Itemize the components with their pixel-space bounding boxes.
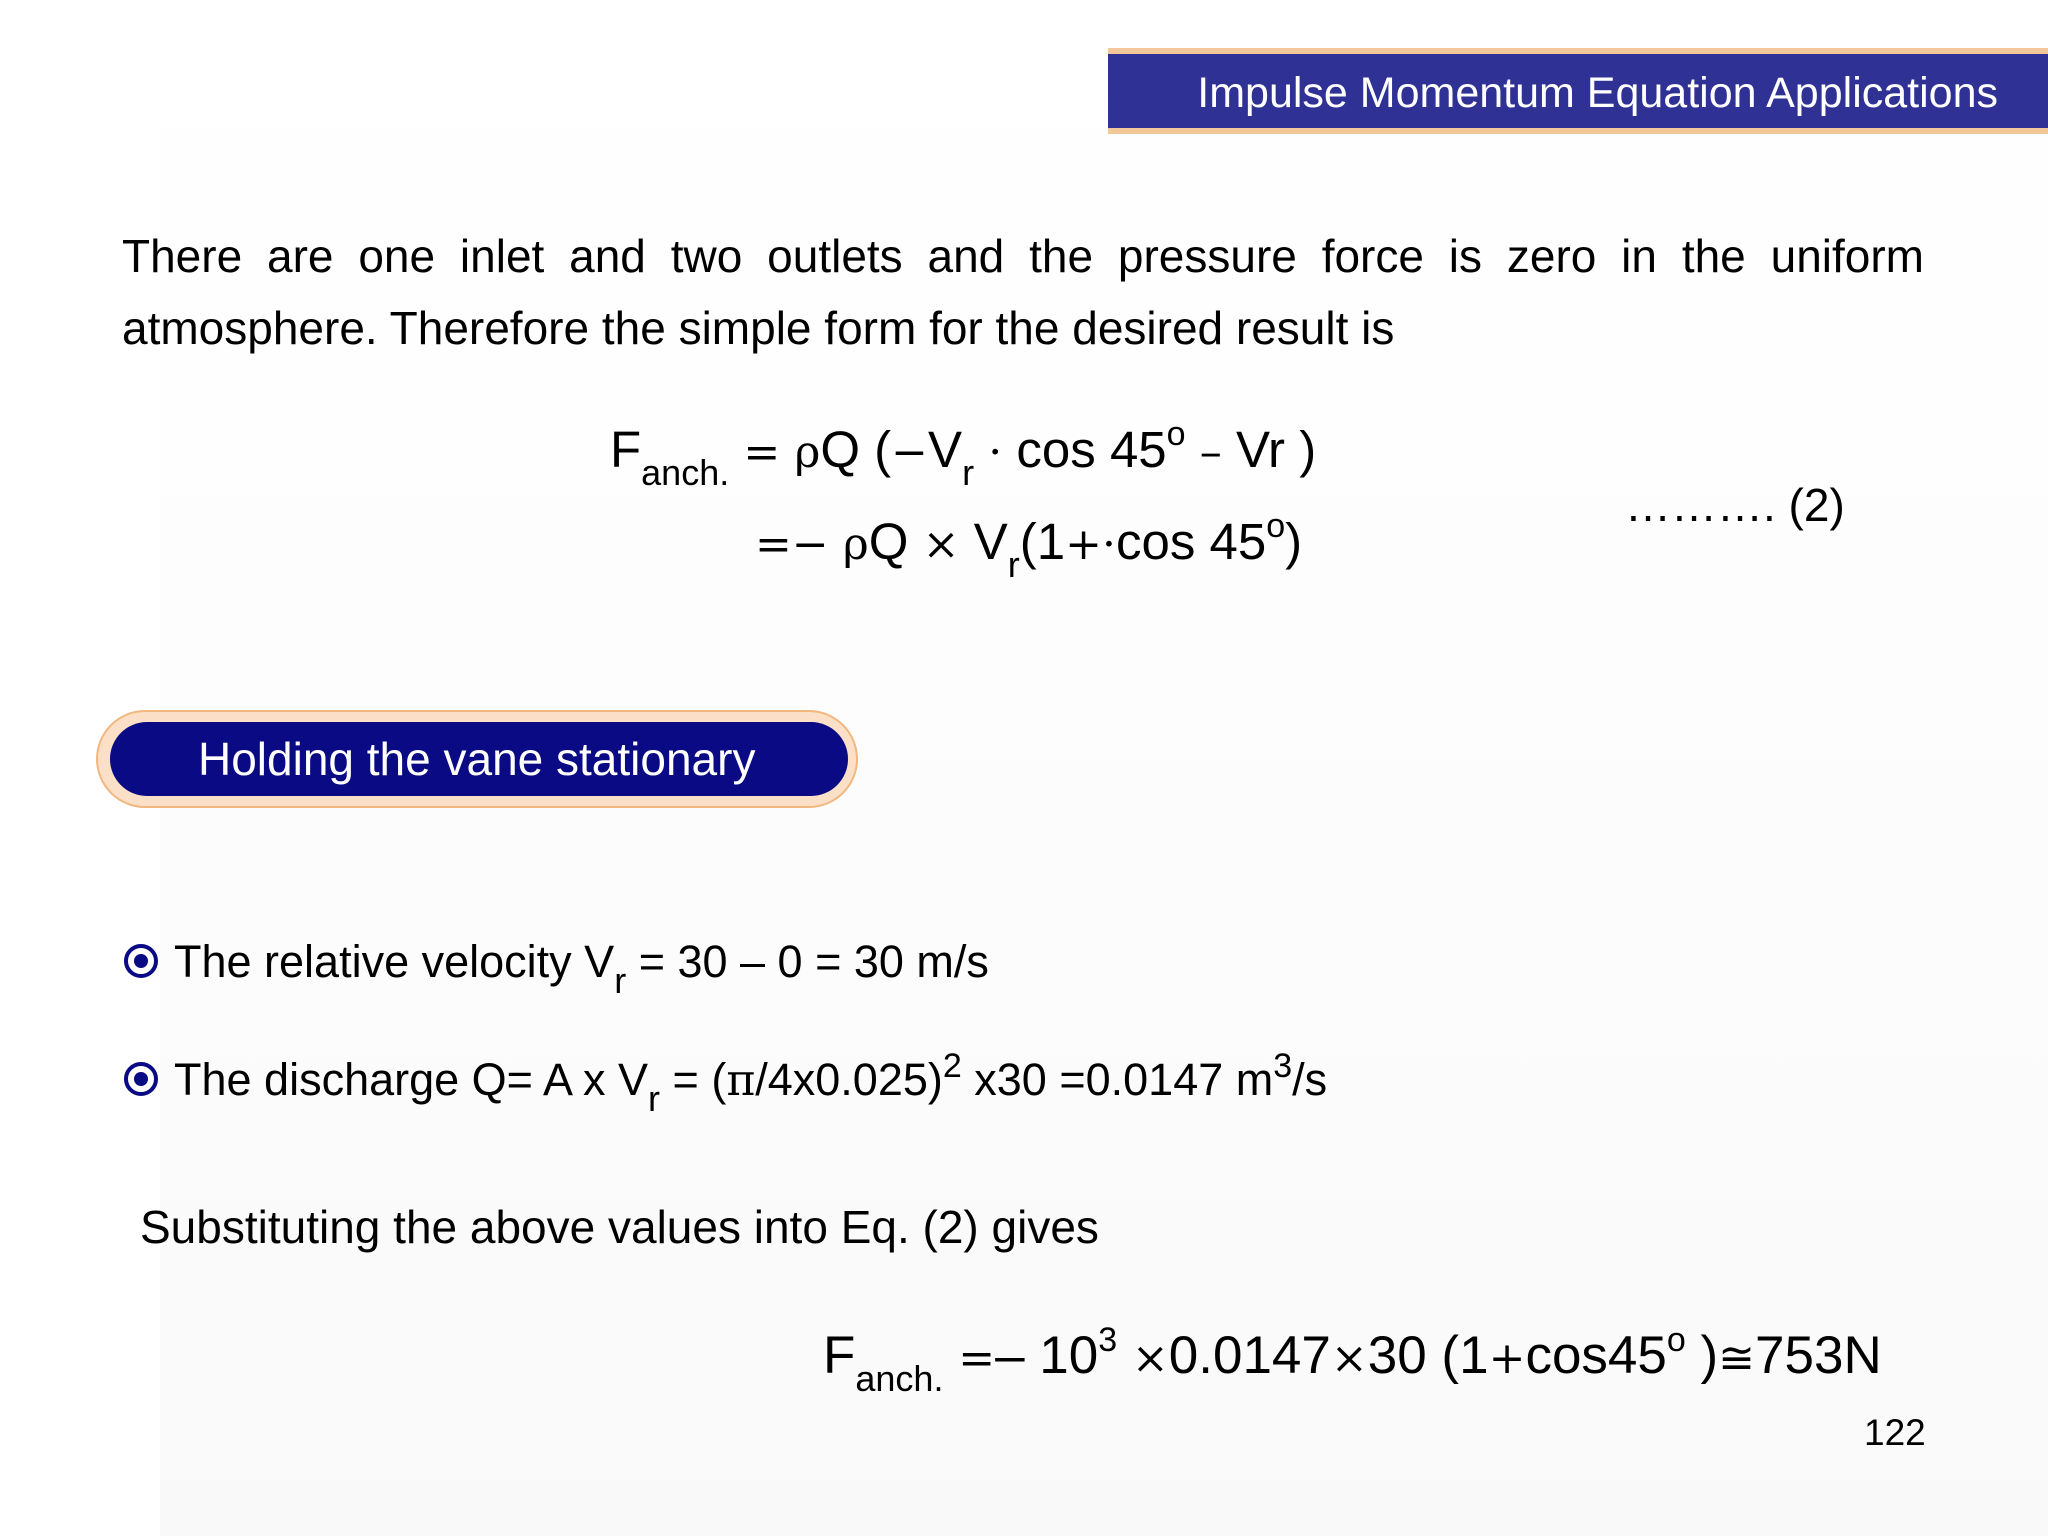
eq1-q: Q (	[820, 421, 892, 478]
eq1-rho: ρ	[794, 427, 821, 478]
eq1-tail: Vr )	[1235, 421, 1317, 478]
eq1-v: V	[928, 421, 963, 478]
bullet-2-mid-3: x30 =0.0147 m	[961, 1054, 1274, 1105]
equation-number: ………. (2)	[1625, 479, 1845, 531]
eq2-ten: 10	[1024, 1326, 1099, 1385]
eq1b-cos: cos 45	[1115, 513, 1267, 570]
eq2-exponent: 3	[1098, 1321, 1118, 1359]
section-label-text: Holding the vane stationary	[198, 733, 756, 785]
eq2-minus: –	[995, 1326, 1025, 1385]
bullet-1-text: The relative velocity V	[174, 936, 615, 987]
eq1b-q: Q	[868, 513, 909, 570]
eq1-lhs-subscript: anch.	[641, 452, 730, 493]
eq2-thirty: 30 (1	[1367, 1326, 1489, 1385]
eq2-cos: cos45	[1525, 1326, 1667, 1385]
eq1-degree: o	[1166, 415, 1186, 453]
section-label-pill	[110, 722, 848, 796]
eq1-minus-2: –	[1199, 427, 1222, 478]
bullet-2-mid-1: = (	[660, 1054, 727, 1105]
intro-paragraph	[122, 220, 1924, 364]
eq2-equals: =	[958, 1333, 996, 1384]
eq1b-v: V	[973, 513, 1008, 570]
eq1b-close: )	[1285, 513, 1303, 570]
equation-1-line-2	[755, 507, 1303, 585]
eq1b-minus: −	[791, 519, 829, 570]
eq2-lhs: F	[823, 1326, 856, 1385]
eq1b-rho: ρ	[842, 519, 869, 570]
eq1b-times: ×	[922, 519, 960, 570]
eq1-minus: −	[891, 427, 929, 478]
eq1-cos: cos 45	[1016, 421, 1167, 478]
bullet-2-square: 2	[942, 1047, 962, 1085]
bullet-2-mid-2: /4x0.025)	[755, 1054, 943, 1105]
eq2-times-2: ×	[1330, 1333, 1368, 1384]
bullet-2-cube: 3	[1273, 1047, 1293, 1085]
eq2-approx: ≅	[1718, 1333, 1756, 1384]
eq1b-dot: ·	[1101, 519, 1116, 570]
eq2-times-1: ×	[1131, 1333, 1169, 1384]
eq1-lhs: F	[610, 421, 642, 478]
bullet-discharge	[124, 1047, 1328, 1119]
eq1-equals: =	[743, 427, 781, 478]
eq1b-open: (1	[1019, 513, 1066, 570]
bullet-2-unit: /s	[1292, 1054, 1328, 1105]
radio-bullet-icon	[124, 1062, 158, 1096]
intro-line-1: There are one inlet and two outlets and the pressure force is zero in the uniform	[122, 230, 1924, 282]
bullet-2-subscript: r	[648, 1078, 661, 1119]
eq2-lhs-subscript: anch.	[855, 1358, 944, 1399]
page-number: 122	[1864, 1412, 1926, 1453]
substitution-text: Substituting the above values into Eq. (2) gives	[140, 1201, 1099, 1253]
eq2-close: )	[1685, 1326, 1719, 1385]
eq2-value: 0.0147	[1168, 1326, 1331, 1385]
radio-bullet-icon	[124, 944, 158, 978]
eq1-dot: ·	[988, 427, 1003, 478]
eq1b-degree: o	[1266, 507, 1286, 545]
title-bar	[1108, 48, 2048, 134]
eq1b-equals: =	[755, 519, 792, 570]
eq1-v-subscript: r	[962, 452, 975, 493]
section-label-badge	[96, 710, 858, 808]
bullet-1-subscript: r	[614, 960, 627, 1001]
eq2-result: 753N	[1755, 1326, 1882, 1385]
slide-title: Impulse Momentum Equation Applications	[1197, 69, 1998, 117]
eq1b-plus: +	[1065, 519, 1102, 570]
eq2-plus: +	[1488, 1333, 1526, 1384]
bullet-1-value: = 30 – 0 = 30 m/s	[626, 936, 989, 987]
eq1b-v-subscript: r	[1007, 544, 1020, 585]
bullet-2-pi: π	[726, 1055, 756, 1106]
final-equation	[823, 1321, 1882, 1399]
intro-line-2: atmosphere. Therefore the simple form for the desired result is	[122, 302, 1395, 354]
bullet-2-text: The discharge Q= A x V	[174, 1054, 649, 1105]
eq2-degree: o	[1666, 1321, 1686, 1359]
bullet-relative-velocity	[124, 936, 989, 1001]
equation-1-line-1	[610, 415, 1317, 493]
